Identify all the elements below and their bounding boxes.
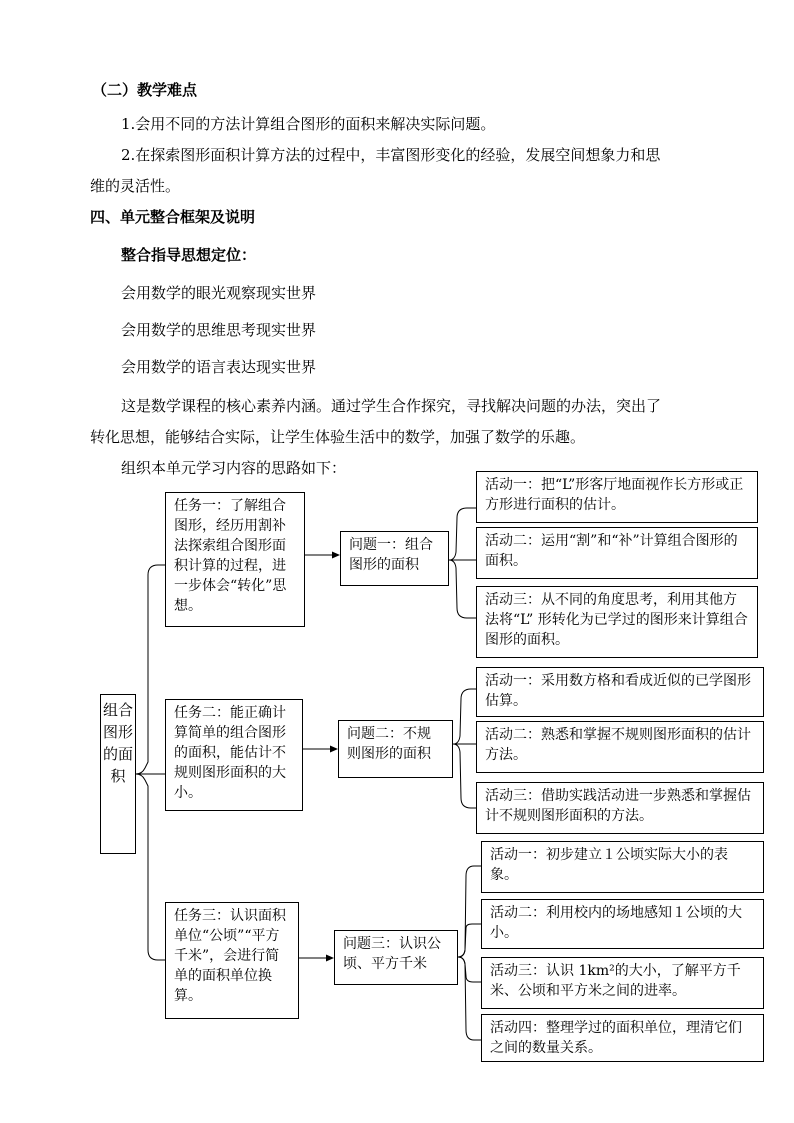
framework-line-2: 会用数学的思维思考现实世界 <box>121 321 317 339</box>
framework-line-3: 会用数学的语言表达现实世界 <box>121 358 317 376</box>
activity-box-3-3: 活动三：认识 1km²的大小，了解平方千米、公顷和平方米之间的进率。 <box>481 957 764 1009</box>
activity-box-1-2: 活动二：运用“割”和“补”计算组合图形的面积。 <box>476 527 758 579</box>
difficulty-item-1: 1.会用不同的方法计算组合图形的面积来解决实际问题。 <box>121 115 496 133</box>
activity-box-2-2: 活动二：熟悉和掌握不规则图形面积的估计方法。 <box>476 721 764 773</box>
activity-box-3-1: 活动一：初步建立１公顷实际大小的表象。 <box>481 841 764 893</box>
activity-box-1-3: 活动三：从不同的角度思考，利用其他方法将“L” 形转化为已学过的图形来计算组合图形的面积。 <box>476 586 758 658</box>
question-box-2: 问题二：不规则图形的面积 <box>338 720 453 778</box>
framework-line-1: 会用数学的眼光观察现实世界 <box>121 284 317 302</box>
diagram-root-box: 组合图形的面积 <box>100 694 136 854</box>
task-box-1: 任务一：了解组合图形，经历用割补法探索组合图形面积计算的过程，进一步体会“转化”思想。 <box>165 492 305 627</box>
task-box-2: 任务二：能正确计算简单的组合图形的面积，能估计不规则图形面积的大小。 <box>165 699 303 811</box>
difficulty-item-2-line-1: 2.在探索图形面积计算方法的过程中，丰富图形变化的经验，发展空间想象力和思 <box>121 146 661 164</box>
section-heading-difficulty: （二）教学难点 <box>92 81 198 99</box>
framework-paragraph-line-1: 这是数学课程的核心素养内涵。通过学生合作探究，寻找解决问题的办法，突出了 <box>121 397 662 415</box>
framework-intro: 组织本单元学习内容的思路如下： <box>121 459 347 477</box>
task-box-3: 任务三：认识面积单位“公顷”“平方千米”，会进行简单的面积单位换算。 <box>165 902 299 1019</box>
section-heading-framework: 四、单元整合框架及说明 <box>90 208 256 226</box>
activity-box-3-2: 活动二：利用校内的场地感知１公顷的大小。 <box>481 899 764 949</box>
activity-box-2-3: 活动三：借助实践活动进一步熟悉和掌握估计不规则图形面积的方法。 <box>476 782 764 834</box>
question-box-1: 问题一：组合图形的面积 <box>340 531 449 586</box>
framework-subheading: 整合指导思想定位： <box>121 246 257 264</box>
question-box-3: 问题三：认识公顷、平方千米 <box>334 930 458 985</box>
activity-box-3-4: 活动四：整理学过的面积单位，理清它们之间的数量关系。 <box>481 1014 764 1062</box>
activity-box-2-1: 活动一：采用数方格和看成近似的已学图形估算。 <box>476 667 764 717</box>
activity-box-1-1: 活动一：把“L”形客厅地面视作长方形或正方形进行面积的估计。 <box>476 471 758 523</box>
framework-paragraph-line-2: 转化思想，能够结合实际，让学生体验生活中的数学，加强了数学的乐趣。 <box>90 428 586 446</box>
difficulty-item-2-line-2: 维的灵活性。 <box>90 177 181 195</box>
